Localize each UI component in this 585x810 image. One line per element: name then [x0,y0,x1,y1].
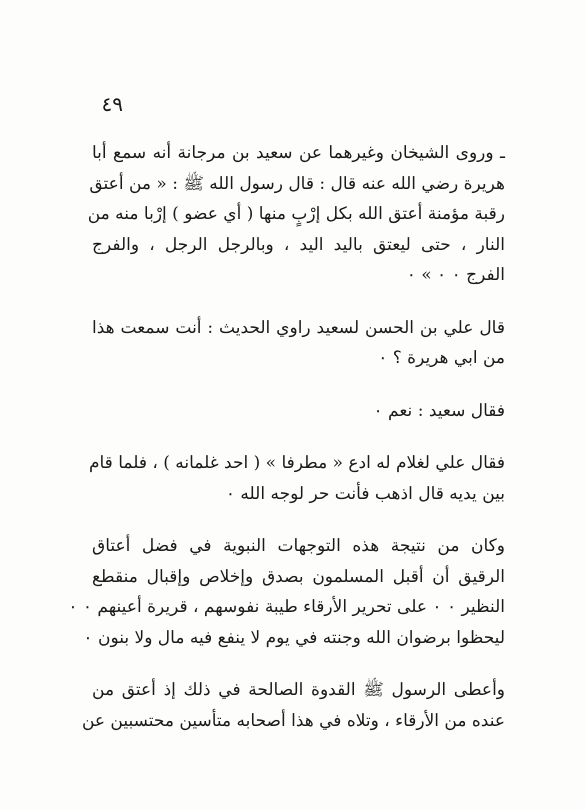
text-line: النار ، حتى ليعتق باليد اليد ، وبالرجل الرجل ، والفرج [92,234,505,255]
paragraph-freeing-servant [88,448,505,509]
text-line: قال علي بن الحسن لسعيد راوي الحديث : أنت سمعت هذا [92,317,505,338]
paragraph-answer [92,396,505,427]
text-line: ليحظوا برضوان الله وجنته في يوم لا ينفع فيه مال ولا بنون ٠ [83,627,505,648]
paragraph-consequence [68,531,505,653]
text-line: النظير ٠ ٠ على تحرير الأرقاء طيبة نفوسهم ، قريرة أعينهم ٠ ٠ [68,597,505,617]
page-body [68,138,505,736]
text-line: من ابي هريرة ؟ ٠ [378,348,505,368]
paragraph-prophet-example [81,675,505,736]
paragraph-question [92,313,505,374]
text-line: هريرة رضي الله عنه قال : قال رسول الله ﷺ : « من أعتق [89,173,505,194]
page-number: ٤٩ [101,92,123,116]
text-line: ـ وروى الشيخان وغيرهما عن سعيد بن مرجانة أنه سمع أبا [92,143,505,163]
text-line: فقال سعيد : نعم ٠ [373,400,505,421]
paragraph-hadith-narration [87,138,505,291]
text-line: الرقيق أن أقبل المسلمون بصدق وإخلاص وإقبال منقطع [92,566,505,587]
text-line: رقبة مؤمنة أعتق الله بكل إرْبٍ منها ( أي عضو ) إرْبا منه من [87,204,505,224]
text-line: بين يديه قال اذهب فأنت حر لوجه الله ٠ [225,483,505,504]
text-line: وأعطى الرسول ﷺ القدوة الصالحة في ذلك إذ أعتق من [92,680,505,700]
text-line: الفرج ٠ ٠ » ٠ [406,265,505,285]
text-line: فقال علي لغلام له ادع « مطرفا » ( احد غلمانه ) ، فلما قام [88,453,505,473]
text-line: وكان من نتيجة هذه التوجهات النبوية في فضل أعتاق [92,536,505,556]
text-line: عنده من الأرقاء ، وتلاه في هذا أصحابه متأسين محتسبين عن [81,710,505,731]
